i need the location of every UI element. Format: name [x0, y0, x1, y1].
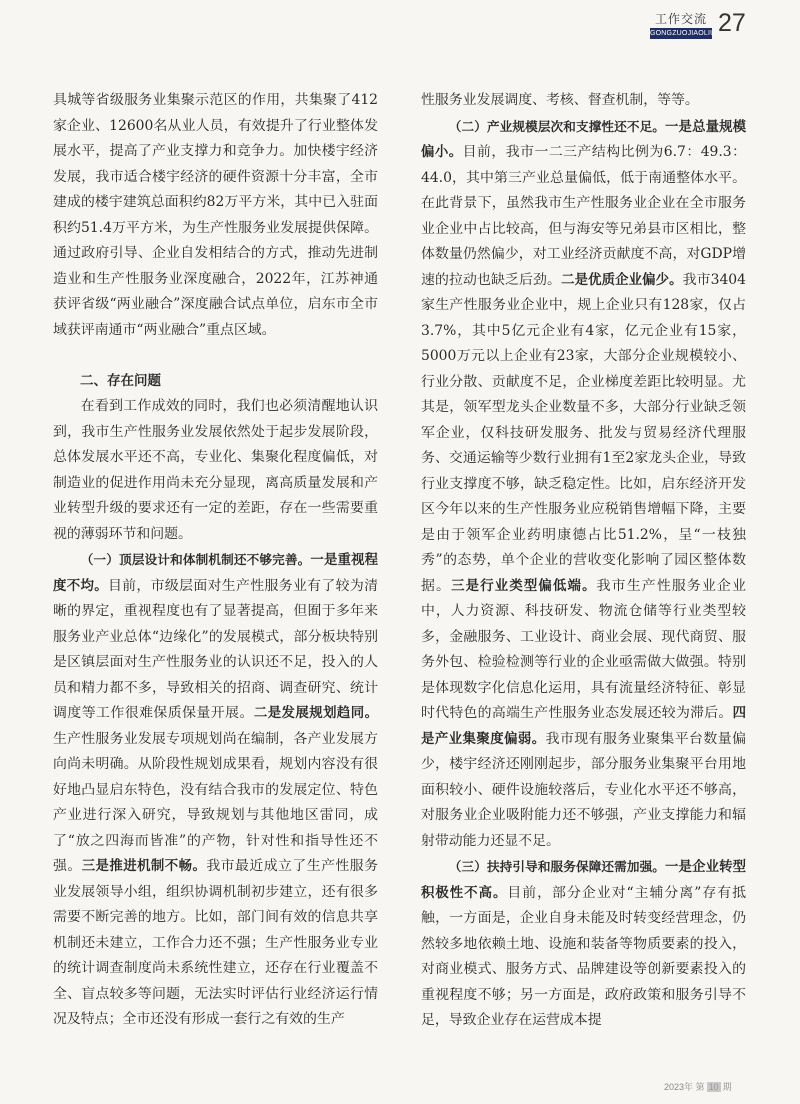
paragraph: 在看到工作成效的同时，我们也必须清醒地认识到，我市生产性服务业发展依然处于起步发展阶段，总体发展水平还不高，专业化、集聚化程度偏低，对制造业的促进作用尚未充分显现，离高质量发展和产业转型升级的要求还有一定的差距，存在一些需要重视的薄弱环节和问题。 — [53, 398, 378, 542]
point-text: 目前，部分企业对“主辅分离”存有抵触，一方面是，企业自身未能及时转变经营理念，仍然较多地依赖土地、设施和装备等物质要素的投入，对商业模式、服务方式、品牌建设等创新要素投入的重视程度不够；另一方面是，政府政策和服务引导不足，导致企业存在运营成本提 — [421, 884, 746, 1028]
section-heading: 二、存在问题 — [80, 372, 161, 389]
journal-column-pinyin: GONGZUOJIAOLIU — [650, 30, 716, 37]
point-lead: 三是推进机制不畅。 — [81, 859, 207, 874]
point-text: 目前，市级层面对生产性服务业有了较为清晰的界定，重视程度也有了显著提高，但囿于多年来服务业产业总体“边缘化”的发展模式，部分板块特别是区镇层面对生产性服务业的认识还不足，投入的人员和精力都不多，导致相关的招商、调查研究、统计调度等工作很难保质保量开展。 — [53, 577, 378, 721]
right-column — [421, 88, 746, 1034]
journal-column-title: 工作交流 — [654, 12, 707, 26]
subsection-paragraph — [53, 547, 378, 1033]
point-lead: 三是行业类型偏低端。 — [451, 578, 597, 594]
journal-brand — [650, 12, 716, 39]
point-lead: 一是企业转型积极性不高。 — [421, 860, 747, 901]
paragraph: 性服务业发展调度、考核、督查机制，等等。 — [421, 92, 699, 108]
subsection-heading: （一）顶层设计和体制机制还不够完善。 — [80, 552, 311, 567]
paragraph: 具城等省级服务业集聚示范区的作用，共集聚了412家企业、12600名从业人员，有效提升了行业整体发展水平，提高了产业支撑力和竞争力。加快楼宇经济发展，我市适合楼宇经济的硬件资源十分丰富，全市建成的楼宇建筑总面积约82万平方米，其中已入驻面积约51.4万平方米，为生产性服务业发展提供保障。通过政府引导、企业自发相结合的方式，推动先进制造业和生产性服务业深度融合，2022年，江苏神通获评省级“两业融合”深度融合试点单位，启东市全市域获评南通市“两业融合”重点区域。 — [53, 92, 378, 338]
footer-year: 2023年 — [664, 1082, 694, 1092]
footer-di: 第 — [695, 1082, 705, 1092]
left-column — [53, 88, 378, 1033]
point-lead: 一是总量规模偏小。 — [421, 119, 747, 160]
subsection-paragraph — [421, 854, 746, 1034]
subsection-paragraph — [421, 114, 746, 855]
point-text: 我市最近成立了生产性服务业发展领导小组，组织协调机制初步建立，还有很多需要不断完善的地方。比如，部门间有效的信息共享机制还未建立，工作合力还不强；生产性服务业专业的统计调查制度尚未系统性建立，还存在行业覆盖不全、盲点较多等问题，无法实时评估行业经济运行情况及特点；全市还没有形成一套行之有效的生产 — [53, 858, 378, 1027]
point-text: 我市3404家生产性服务业企业中，规上企业只有128家，仅占3.7%，其中5亿元企业有4家，亿元企业有15家，5000万元以上企业有23家，大部分企业规模较小、行业分散、贡献度不足，企业梯度差距比较明显。尤其是，领军型龙头企业数量不多，大部分行业缺乏领军企业，仅科技研发服务、批发与贸易经济代理服务、交通运输等少数行业拥有1至2家龙头企业，导致行业支撑度不够，缺乏稳定性。比如，启东经济开发区今年以来的生产性服务业应税销售增幅下降，主要是由于领军企业药明康德占比51.2%，呈“一枝独秀”的态势，单个企业的营收变化影响了园区整体数据。 — [421, 271, 746, 594]
subsection-heading: （二）产业规模层次和支撑性还不足。 — [448, 118, 666, 134]
point-lead: 四是产业集聚度偏弱。 — [421, 706, 746, 747]
point-lead: 二是发展规划趋同。 — [253, 706, 378, 721]
page-number: 27 — [718, 9, 746, 37]
point-text: 生产性服务业发展专项规划尚在编制，各产业发展方向尚未明确。从阶段性规划成果看，规划内容没有很好地凸显启东特色，没有结合我市的发展定位、特色产业进行深入研究，导致规划与其他地区雷同，成了“放之四海而皆准”的产物，针对性和指导性还不强。 — [53, 730, 378, 874]
point-text: 我市生产性服务业企业中，人力资源、科技研发、物流仓储等行业类型较多，金融服务、工业设计、商业会展、现代商贸、服务外包、检验检测等行业的企业亟需做大做强。特别是体现数字化信息化运用，具有流量经济特征、彰显时代特色的高端生产性服务业态发展还较为滞后。 — [421, 577, 746, 721]
footer-qi: 期 — [722, 1082, 732, 1092]
point-lead: 二是优质企业偏少。 — [561, 272, 683, 288]
point-text: 目前，我市一二三产结构比例为6.7：49.3：44.0，其中第三产业总量偏低，低于南通整体水平。在此背景下，虽然我市生产性服务业企业在全市服务业企业中占比较高，但与海安等兄弟县市区相比，整体数量仍然偏少，对工业经济贡献度不高，对GDP增速的拉动也缺乏后劲。 — [421, 144, 746, 288]
issue-footer — [664, 1080, 732, 1093]
subsection-heading: （三）扶持引导和服务保障还需加强。 — [448, 859, 666, 874]
point-lead: 一是重视程度不均。 — [53, 553, 379, 594]
footer-issue-number: 10 — [708, 1082, 719, 1092]
point-text: 我市现有服务业聚集平台数量偏少，楼宇经济还刚刚起步，部分服务业集聚平台用地面积较小、硬件设施较落后，专业化水平还不够高，对服务业企业吸附能力还不够强，产业支撑能力和辐射带动能力还显不足。 — [421, 730, 746, 849]
